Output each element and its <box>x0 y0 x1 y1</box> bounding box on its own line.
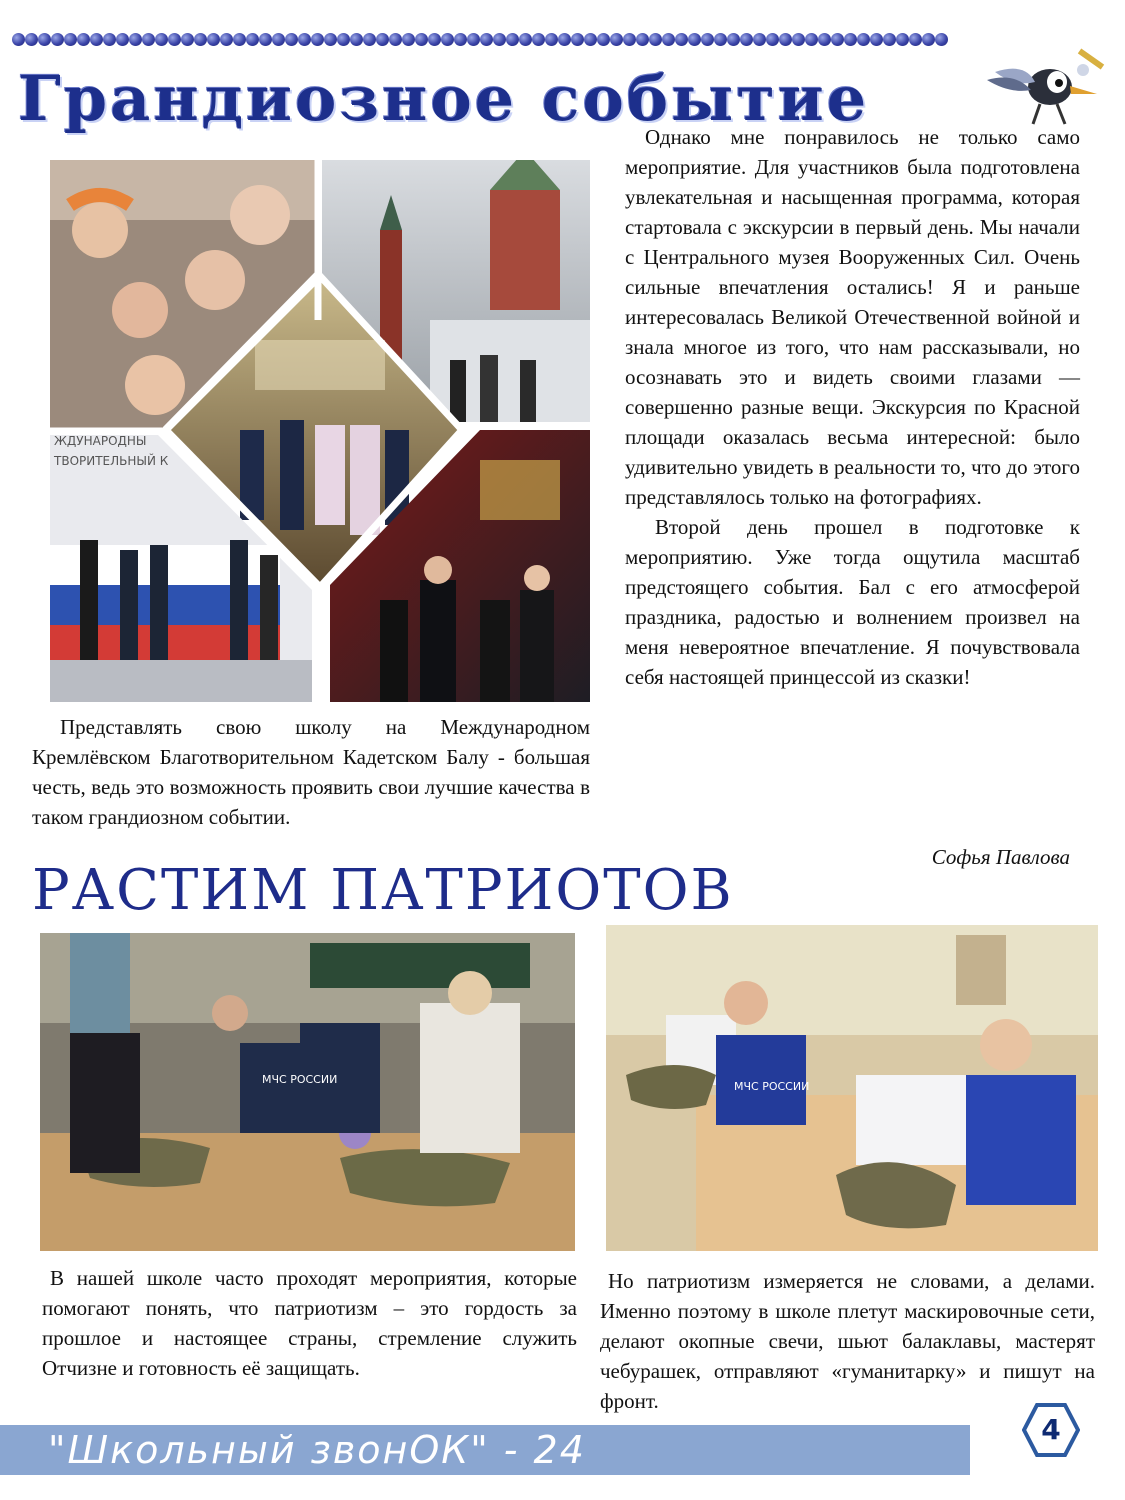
bead-dot <box>181 33 194 46</box>
bead-dot <box>51 33 64 46</box>
bead-dot <box>363 33 376 46</box>
bead-dot <box>415 33 428 46</box>
bead-dot <box>506 33 519 46</box>
bead-dot <box>857 33 870 46</box>
article1-body <box>625 122 1080 692</box>
bead-dot <box>12 33 25 46</box>
page-number: 4 <box>1041 1413 1061 1446</box>
bead-dot <box>25 33 38 46</box>
bead-dot <box>402 33 415 46</box>
classroom-photo-image <box>40 933 575 1251</box>
bead-dot <box>610 33 623 46</box>
bead-dot <box>714 33 727 46</box>
article1-caption: Представлять свою школу на Международном Кремлёвском Благотворительном Кадетском Балу - большая честь, ведь это возможность проявить свои лучшие качества в таком грандиозном событии. <box>32 715 590 829</box>
bead-dot <box>818 33 831 46</box>
bird-mascot-icon <box>985 42 1115 130</box>
bead-dot <box>220 33 233 46</box>
bead-dot <box>636 33 649 46</box>
bead-dot <box>480 33 493 46</box>
bead-dot <box>896 33 909 46</box>
bead-dot <box>116 33 129 46</box>
bead-dot <box>350 33 363 46</box>
sewing-photo-image <box>606 925 1098 1251</box>
bead-dot <box>467 33 480 46</box>
bead-dot <box>792 33 805 46</box>
bead-dot <box>545 33 558 46</box>
bead-dot <box>272 33 285 46</box>
bead-dot <box>831 33 844 46</box>
bead-dot <box>168 33 181 46</box>
bead-dot <box>194 33 207 46</box>
classroom-photo-left <box>40 933 575 1251</box>
author-signature: Софья Павлова <box>931 845 1070 869</box>
bead-dot <box>246 33 259 46</box>
bead-dot <box>779 33 792 46</box>
bead-dot <box>558 33 571 46</box>
bead-dot <box>441 33 454 46</box>
bead-dot <box>740 33 753 46</box>
bead-dot <box>922 33 935 46</box>
bead-dot <box>662 33 675 46</box>
bead-dot <box>727 33 740 46</box>
page-title: Грандиозное событие <box>18 62 870 135</box>
sewing-photo-right <box>606 925 1098 1251</box>
collage-banner-text: ТВОРИТЕЛЬНЫЙ К <box>54 454 169 468</box>
article2-left-text: В нашей школе часто проходят мероприятия, которые помогают понять, что патриотизм – это гордость за прошлое и настоящее страны, стремление служить Отчизне и готовность её защищать. <box>42 1266 577 1380</box>
bead-dot <box>129 33 142 46</box>
bead-dot <box>38 33 51 46</box>
bead-dot <box>909 33 922 46</box>
mchs-label: МЧС РОССИИ <box>262 1073 338 1086</box>
bead-dot <box>571 33 584 46</box>
bead-dot <box>285 33 298 46</box>
bead-dot <box>428 33 441 46</box>
bead-dot <box>519 33 532 46</box>
bead-dot <box>805 33 818 46</box>
bead-dot <box>298 33 311 46</box>
bead-dot <box>623 33 636 46</box>
bead-dot <box>207 33 220 46</box>
bead-dot <box>493 33 506 46</box>
bead-dot <box>155 33 168 46</box>
bead-dot <box>389 33 402 46</box>
bead-dot <box>753 33 766 46</box>
section-title: РАСТИМ ПАТРИОТОВ <box>32 858 734 923</box>
bead-dot <box>103 33 116 46</box>
bead-dot <box>64 33 77 46</box>
mchs-label: МЧС РОССИИ <box>734 1080 810 1093</box>
bead-dot <box>311 33 324 46</box>
bead-dot <box>935 33 948 46</box>
newspaper-name: "Школьный звонОК" - 24 <box>48 1428 586 1472</box>
bead-dot <box>259 33 272 46</box>
bead-dot <box>688 33 701 46</box>
bead-dot <box>883 33 896 46</box>
bead-dot <box>649 33 662 46</box>
bead-dot <box>701 33 714 46</box>
bead-dot <box>233 33 246 46</box>
bead-dot <box>597 33 610 46</box>
bead-dot <box>142 33 155 46</box>
bead-dot <box>337 33 350 46</box>
bead-dot <box>324 33 337 46</box>
decorative-bead-border <box>12 33 957 47</box>
bead-dot <box>532 33 545 46</box>
article2-right-text: Но патриотизм измеряется не словами, а делами. Именно поэтому в школе плетут маскировочные сети, делают окопные свечи, шьют балаклавы, мастерят чебурашек, отправляют «гуманитарку» и пишут на фронт. <box>600 1269 1095 1413</box>
collage-image <box>50 160 590 702</box>
bead-dot <box>454 33 467 46</box>
article1-paragraph: Второй день прошел в подготовке к мероприятию. Уже тогда ощутила масштаб предстоящего события. Бал с его атмосферой праздника, радостью и волнением произвел на меня невероятное впечатление. Я почувствовала себя настоящей принцессой из сказки! <box>625 515 1080 689</box>
bead-dot <box>77 33 90 46</box>
bead-dot <box>376 33 389 46</box>
bead-dot <box>870 33 883 46</box>
bead-dot <box>766 33 779 46</box>
article1-paragraph: Однако мне понравилось не только само мероприятие. Для участников была подготовлена увлекательная и насыщенная программа, которая стартовала с экскурсии в первый день. Мы начали с Центрального музея Вооруженных Сил. Очень сильные впечатления остались! Я и раньше интересовалась Великой Отечественной войной и знала многое из того, что нам рассказывали, но осознавать это и видеть своими глазами — совершенно разные вещи. Экскурсия по Красной площади оказалась весьма интересной: было удивительно увидеть в реальности то, что до этого представлялось только на фотографиях. <box>625 125 1080 509</box>
bead-dot <box>675 33 688 46</box>
bead-dot <box>90 33 103 46</box>
bead-dot <box>584 33 597 46</box>
bead-dot <box>844 33 857 46</box>
collage-banner-text: ЖДУНАРОДНЫ <box>54 434 147 448</box>
event-photo-collage <box>50 160 590 702</box>
